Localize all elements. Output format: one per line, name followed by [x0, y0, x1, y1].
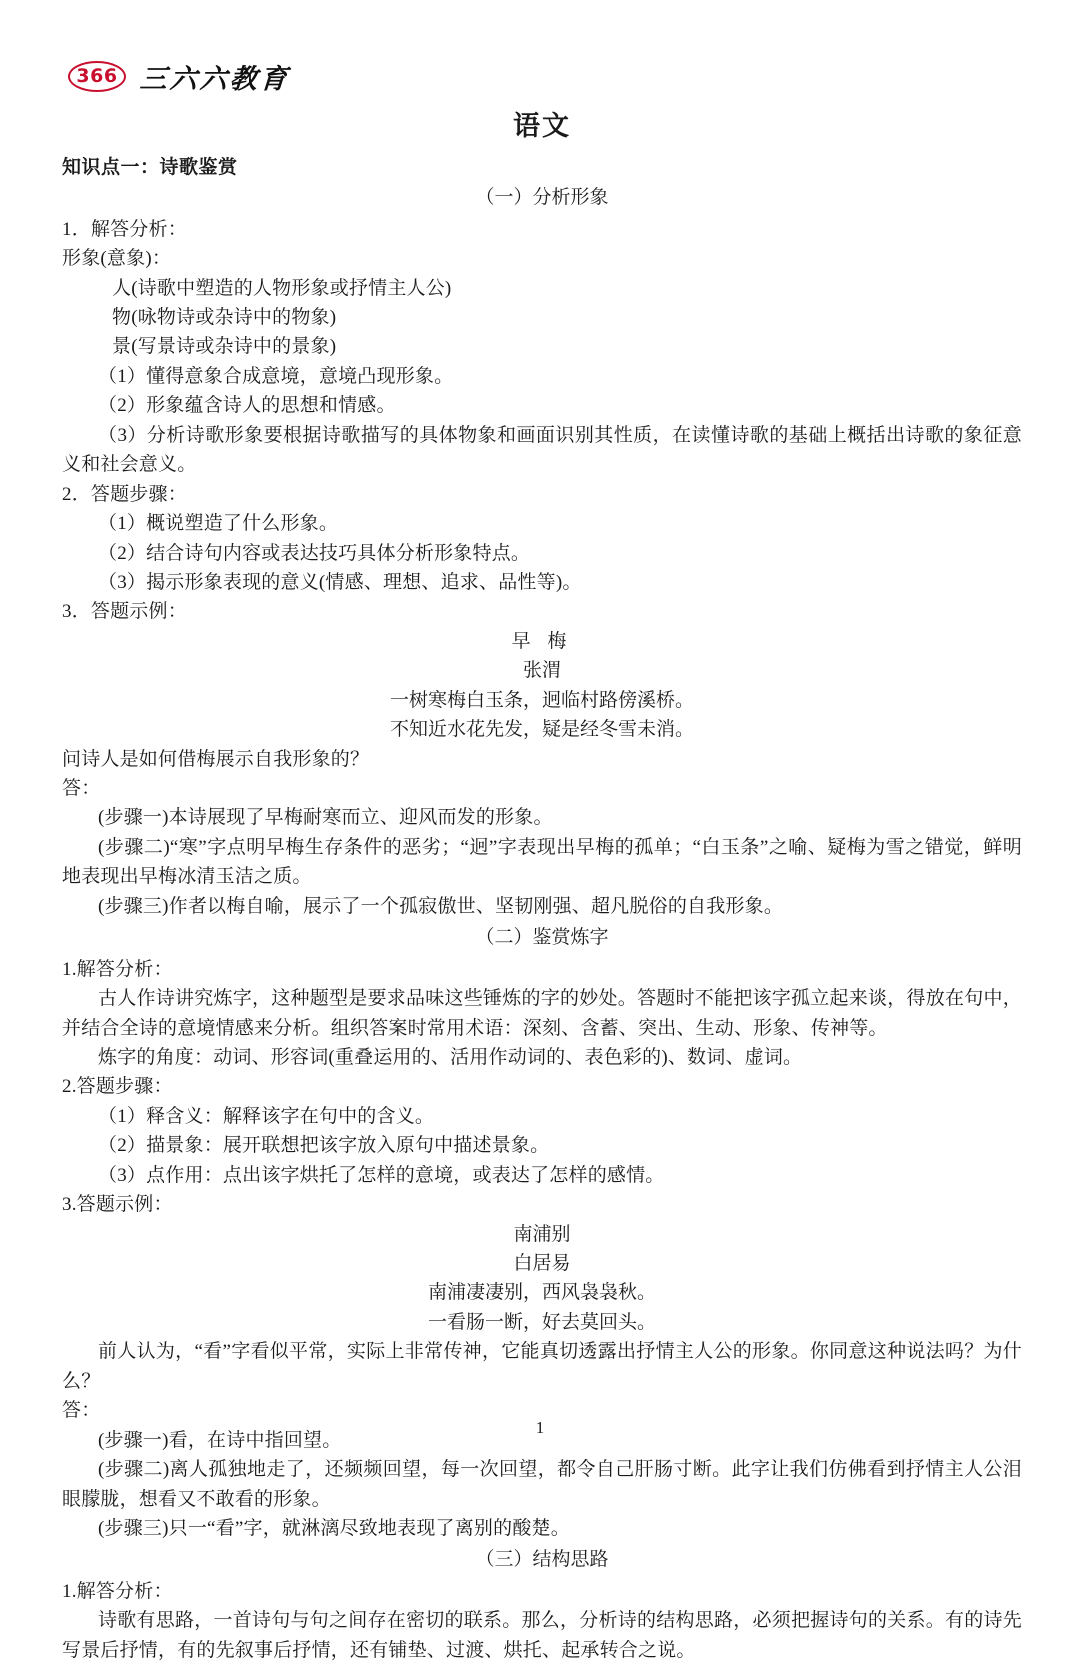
- poem-title: 南浦别: [513, 1223, 571, 1245]
- poem-verse: 一看肠一断，好去莫回头。: [427, 1311, 656, 1333]
- brand-logo: [68, 50, 1022, 102]
- poem-block: [62, 1220, 1022, 1338]
- answer-step: (步骤一)看，在诗中指回望。: [98, 1429, 342, 1451]
- paragraph: 物(咏物诗或杂诗中的物象): [112, 307, 337, 329]
- answer-label: 答：: [62, 778, 101, 800]
- paragraph: 1.解答分析：: [62, 958, 173, 980]
- poem-author: 张渭: [522, 660, 561, 682]
- answer-step: (步骤三)作者以梅自喻，展示了一个孤寂傲世、坚韧刚强、超凡脱俗的自我形象。: [98, 895, 784, 917]
- section-heading-3: （三）结构思路: [475, 1549, 609, 1571]
- section-heading-1: （一）分析形象: [475, 187, 609, 209]
- paragraph: （3）分析诗歌形象要根据诗歌描写的具体物象和画面识别其性质，在读懂诗歌的基础上概括出诗歌的象征意义和社会意义。: [62, 424, 1022, 476]
- paragraph: （3）揭示形象表现的意义(情感、理想、追求、品性等)。: [98, 571, 582, 593]
- answer-step: (步骤三)只一“看”字，就淋漓尽致地表现了离别的酸楚。: [98, 1517, 570, 1539]
- paragraph: （1）概说塑造了什么形象。: [98, 513, 339, 535]
- poem-verse: 不知近水花先发，疑是经冬雪未消。: [389, 719, 694, 741]
- poem-author: 白居易: [513, 1253, 571, 1275]
- paragraph: 3．答题示例：: [62, 601, 187, 623]
- paragraph: 2.答题步骤：: [62, 1076, 173, 1098]
- poem-block: [62, 627, 1022, 745]
- paragraph: （2）形象蕴含诗人的思想和情感。: [98, 395, 396, 417]
- knowledge-point-heading: 知识点一：诗歌鉴赏: [62, 156, 238, 178]
- paragraph: 2．答题步骤：: [62, 483, 187, 505]
- paragraph: 景(写景诗或杂诗中的景象): [112, 336, 337, 358]
- paragraph: 3.答题示例：: [62, 1194, 173, 1216]
- paragraph: 诗歌有思路，一首诗句与句之间存在密切的联系。那么，分析诗的结构思路，必须把握诗句的关系。有的诗先写景后抒情，有的先叙事后抒情，还有铺垫、过渡、烘托、起承转合之说。: [62, 1610, 1022, 1661]
- paragraph: 古人作诗讲究炼字，这种题型是要求品味这些锤炼的字的妙处。答题时不能把该字孤立起来谈，得放在句中，并结合全诗的意境情感来分析。组织答案时常用术语：深刻、含蓄、突出、生动、形象、传神等。: [62, 988, 1022, 1039]
- answer-label: 答：: [62, 1400, 101, 1422]
- question-text: 问诗人是如何借梅展示自我形象的？: [62, 748, 370, 770]
- paragraph: （2）结合诗句内容或表达技巧具体分析形象特点。: [98, 542, 531, 564]
- paragraph: 人(诗歌中塑造的人物形象或抒情主人公): [112, 277, 452, 299]
- logo-brand-text: 三六六教育: [138, 63, 291, 95]
- section-heading-2: （二）鉴赏炼字: [475, 927, 609, 949]
- paragraph: 1．解答分析：: [62, 218, 187, 240]
- paragraph: 形象(意象)：: [62, 248, 172, 270]
- paragraph: 炼字的角度：动词、形容词(重叠运用的、活用作动词的、表色彩的)、数词、虚词。: [98, 1046, 803, 1068]
- paragraph: （1）释含义：解释该字在句中的含义。: [98, 1105, 435, 1127]
- paragraph: （1）懂得意象合成意境，意境凸现形象。: [98, 365, 454, 387]
- paragraph: 1.解答分析：: [62, 1580, 173, 1602]
- answer-step: (步骤一)本诗展现了早梅耐寒而立、迎风而发的形象。: [98, 807, 553, 829]
- question-text: 前人认为，“看”字看似平常，实际上非常传神，它能真切透露出抒情主人公的形象。你同意这种说法吗？为什么？: [62, 1341, 1022, 1392]
- poem-title: 早 梅: [511, 630, 573, 652]
- answer-step: (步骤二)“寒”字点明早梅生存条件的恶劣；“迥”字表现出早梅的孤单；“白玉条”之喻、疑梅为雪之错觉，鲜明地表现出早梅冰清玉洁之质。: [62, 836, 1022, 888]
- poem-verse: 南浦凄凄别，西风袅袅秋。: [427, 1282, 656, 1304]
- poem-verse: 一树寒梅白玉条，迥临村路傍溪桥。: [389, 689, 694, 711]
- page-number: 1: [535, 1418, 545, 1437]
- paragraph: （3）点作用：点出该字烘托了怎样的意境，或表达了怎样的感情。: [98, 1164, 665, 1186]
- answer-step: (步骤二)离人孤独地走了，还频频回望，每一次回望，都令自己肝肠寸断。此字让我们仿佛看到抒情主人公泪眼朦胧，想看又不敢看的形象。: [62, 1459, 1022, 1510]
- logo-badge-366: 366: [68, 61, 126, 92]
- paragraph: （2）描景象：展开联想把该字放入原句中描述景象。: [98, 1135, 550, 1157]
- page-title: 语文: [513, 111, 571, 141]
